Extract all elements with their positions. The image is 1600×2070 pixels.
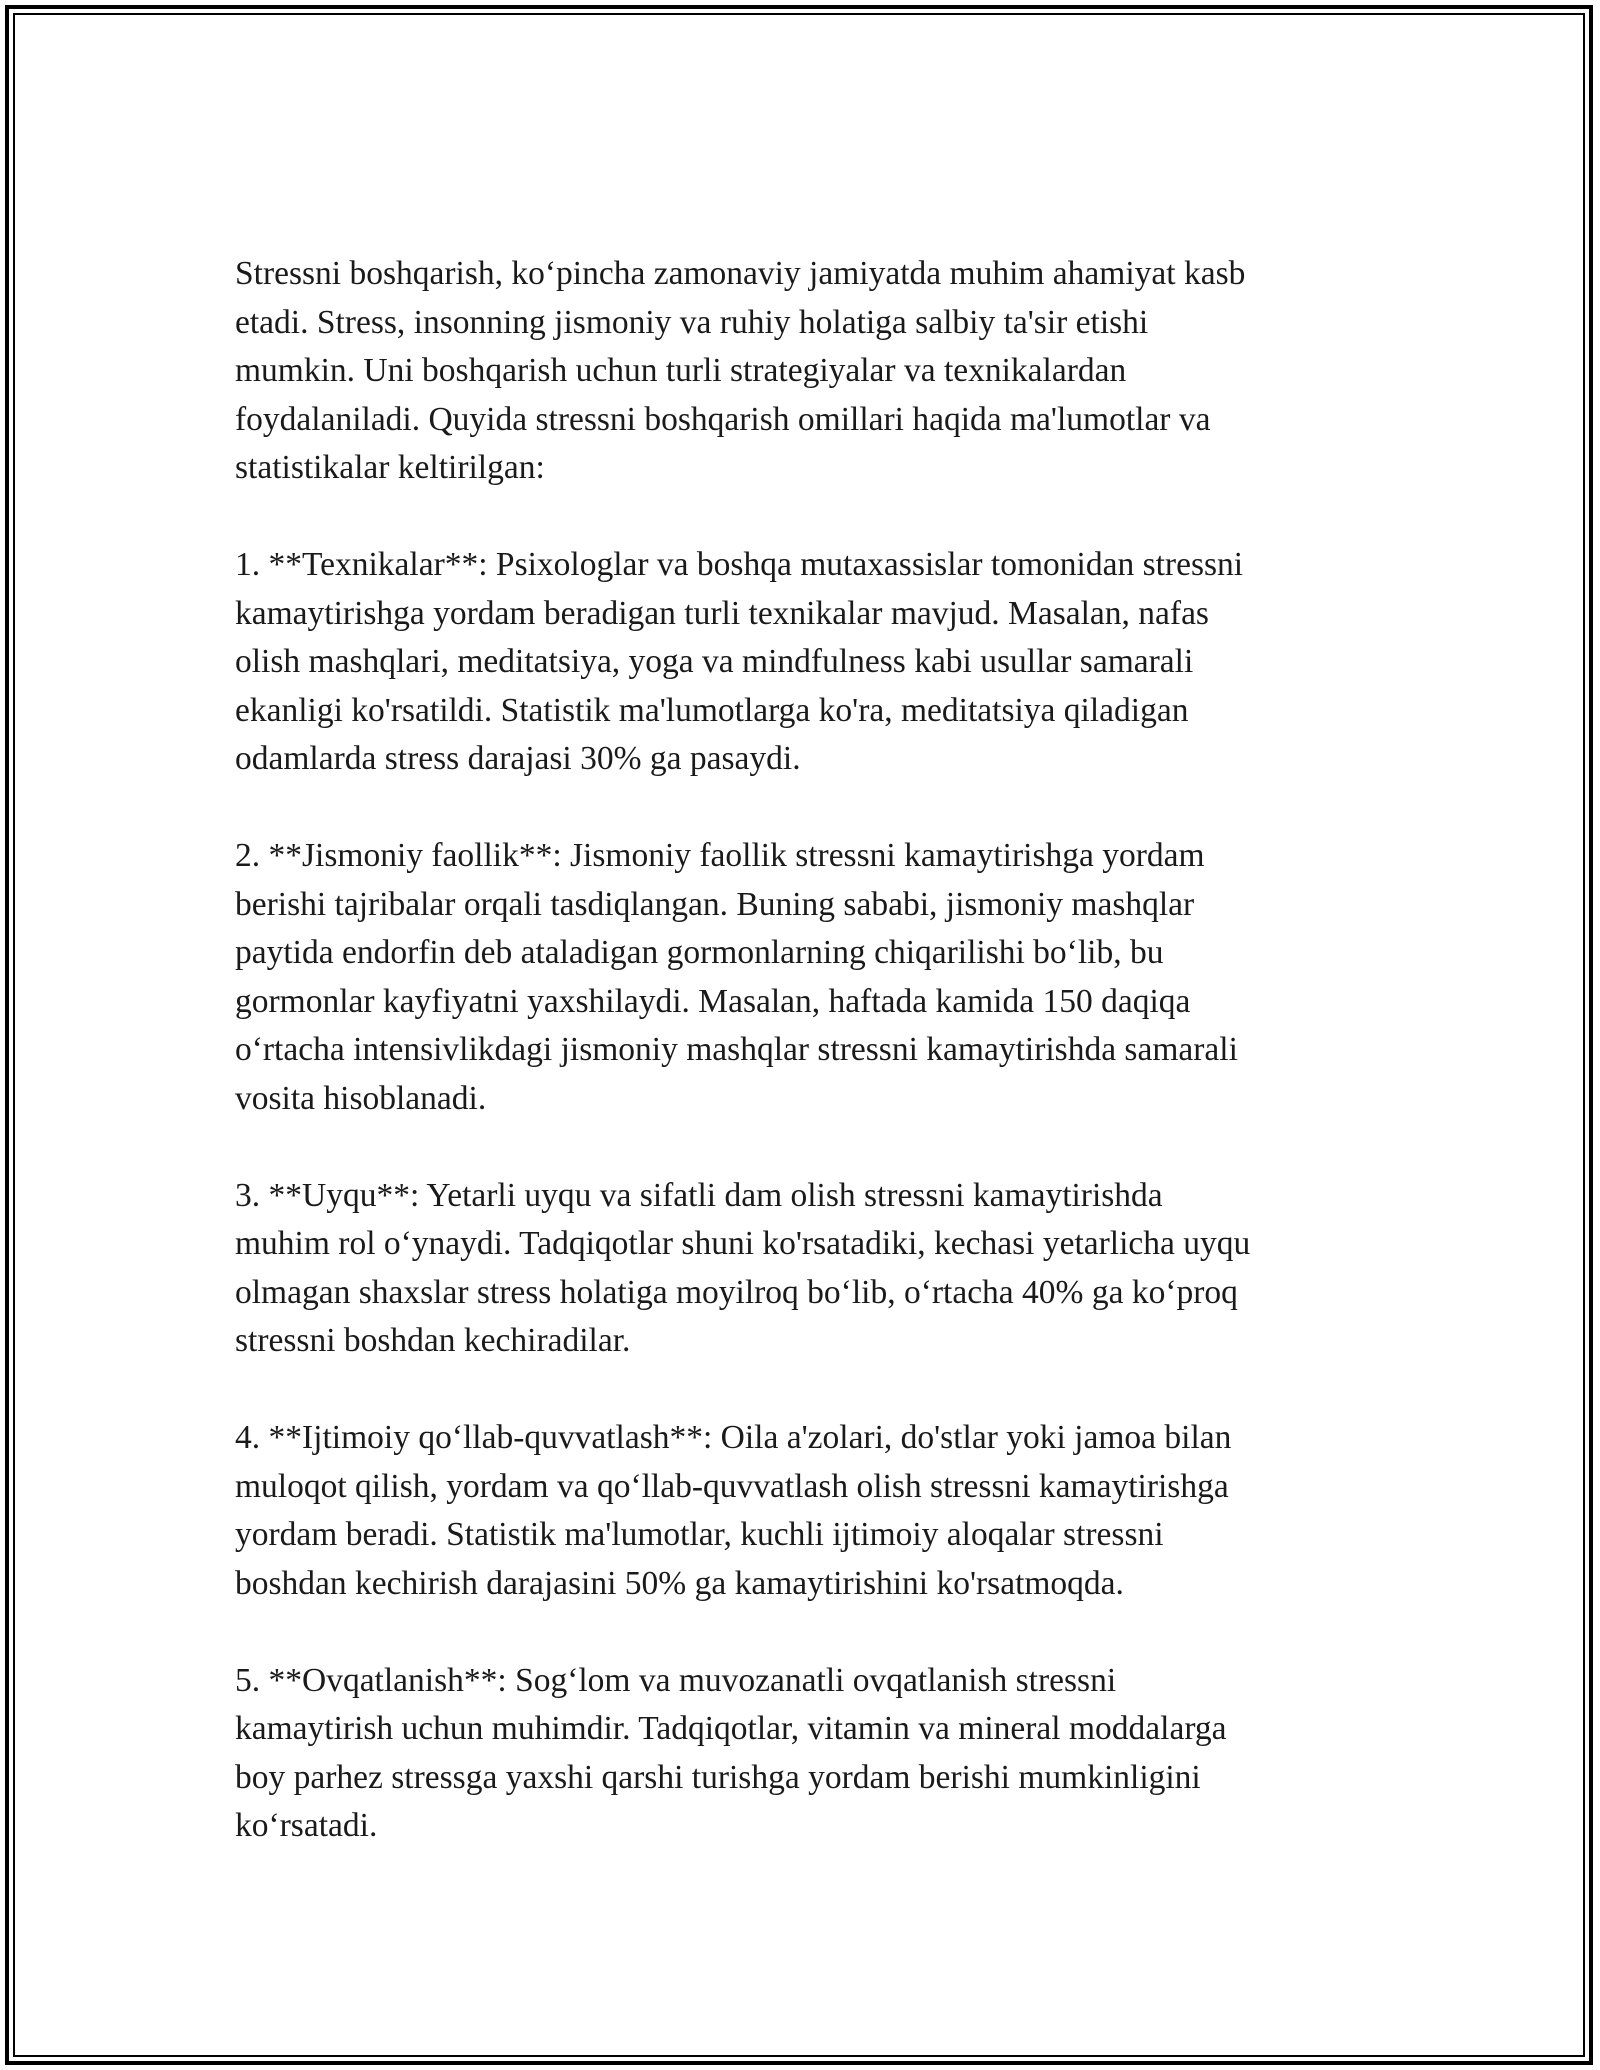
paragraph-sleep: 3. **Uyqu**: Yetarli uyqu va sifatli dam olish stressni kamaytirishda muhim rol o‘ynaydi. Tadqiqotlar shuni ko'rsatadiki, kechasi yetarlicha uyqu olmagan shaxslar stress holatiga moyilroq bo‘lib, o‘rtacha 40% ga ko‘proq stressni boshdan kechiradilar. bbox=[235, 1176, 1251, 1359]
paragraph-physical-activity: 2. **Jismoniy faollik**: Jismoniy faollik stressni kamaytirishga yordam berishi tajribalar orqali tasdiqlangan. Buning sababi, jismoniy mashqlar paytida endorfin deb ataladigan gormonlarning chiqarilishi bo‘lib, bu gormonlar kayfiyatni yaxshilaydi. Masalan, haftada kamida 150 daqiqa o‘rtacha intensivlikdagi jismoniy mashqlar stressni kamaytirishda samarali vosita hisoblanadi. bbox=[235, 837, 1238, 1117]
paragraph-techniques: 1. **Texnikalar**: Psixologlar va boshqa mutaxassislar tomonidan stressni kamaytirishga yordam beradigan turli texnikalar mavjud. Masalan, nafas olish mashqlari, meditatsiya, yoga va mindfulness kabi usullar samarali ekanligi ko'rsatildi. Statistik ma'lumotlarga ko'ra, meditatsiya qiladigan odamlarda stress darajasi 30% ga pasaydi. bbox=[235, 546, 1244, 777]
document-body bbox=[235, 250, 1375, 1899]
paragraph-nutrition: 5. **Ovqatlanish**: Sog‘lom va muvozanatli ovqatlanish stressni kamaytirish uchun muhimdir. Tadqiqotlar, vitamin va mineral moddalarga boy parhez stressga yaxshi qarshi turishga yordam berishi mumkinligini ko‘rsatadi. bbox=[235, 1661, 1227, 1844]
paragraph-social-support: 4. **Ijtimoiy qo‘llab-quvvatlash**: Oila a'zolari, do'stlar yoki jamoa bilan muloqot qilish, yordam va qo‘llab-quvvatlash olish stressni kamaytirishga yordam beradi. Statistik ma'lumotlar, kuchli ijtimoiy aloqalar stressni boshdan kechirish darajasini 50% ga kamaytirishini ko'rsatmoqda. bbox=[235, 1419, 1232, 1602]
intro-paragraph: Stressni boshqarish, ko‘pincha zamonaviy jamiyatda muhim ahamiyat kasb etadi. Stress, insonning jismoniy va ruhiy holatiga salbiy ta'sir etishi mumkin. Uni boshqarish uchun turli strategiyalar va texnikalardan foydalaniladi. Quyida stressni boshqarish omillari haqida ma'lumotlar va statistikalar keltirilgan: bbox=[235, 255, 1246, 486]
